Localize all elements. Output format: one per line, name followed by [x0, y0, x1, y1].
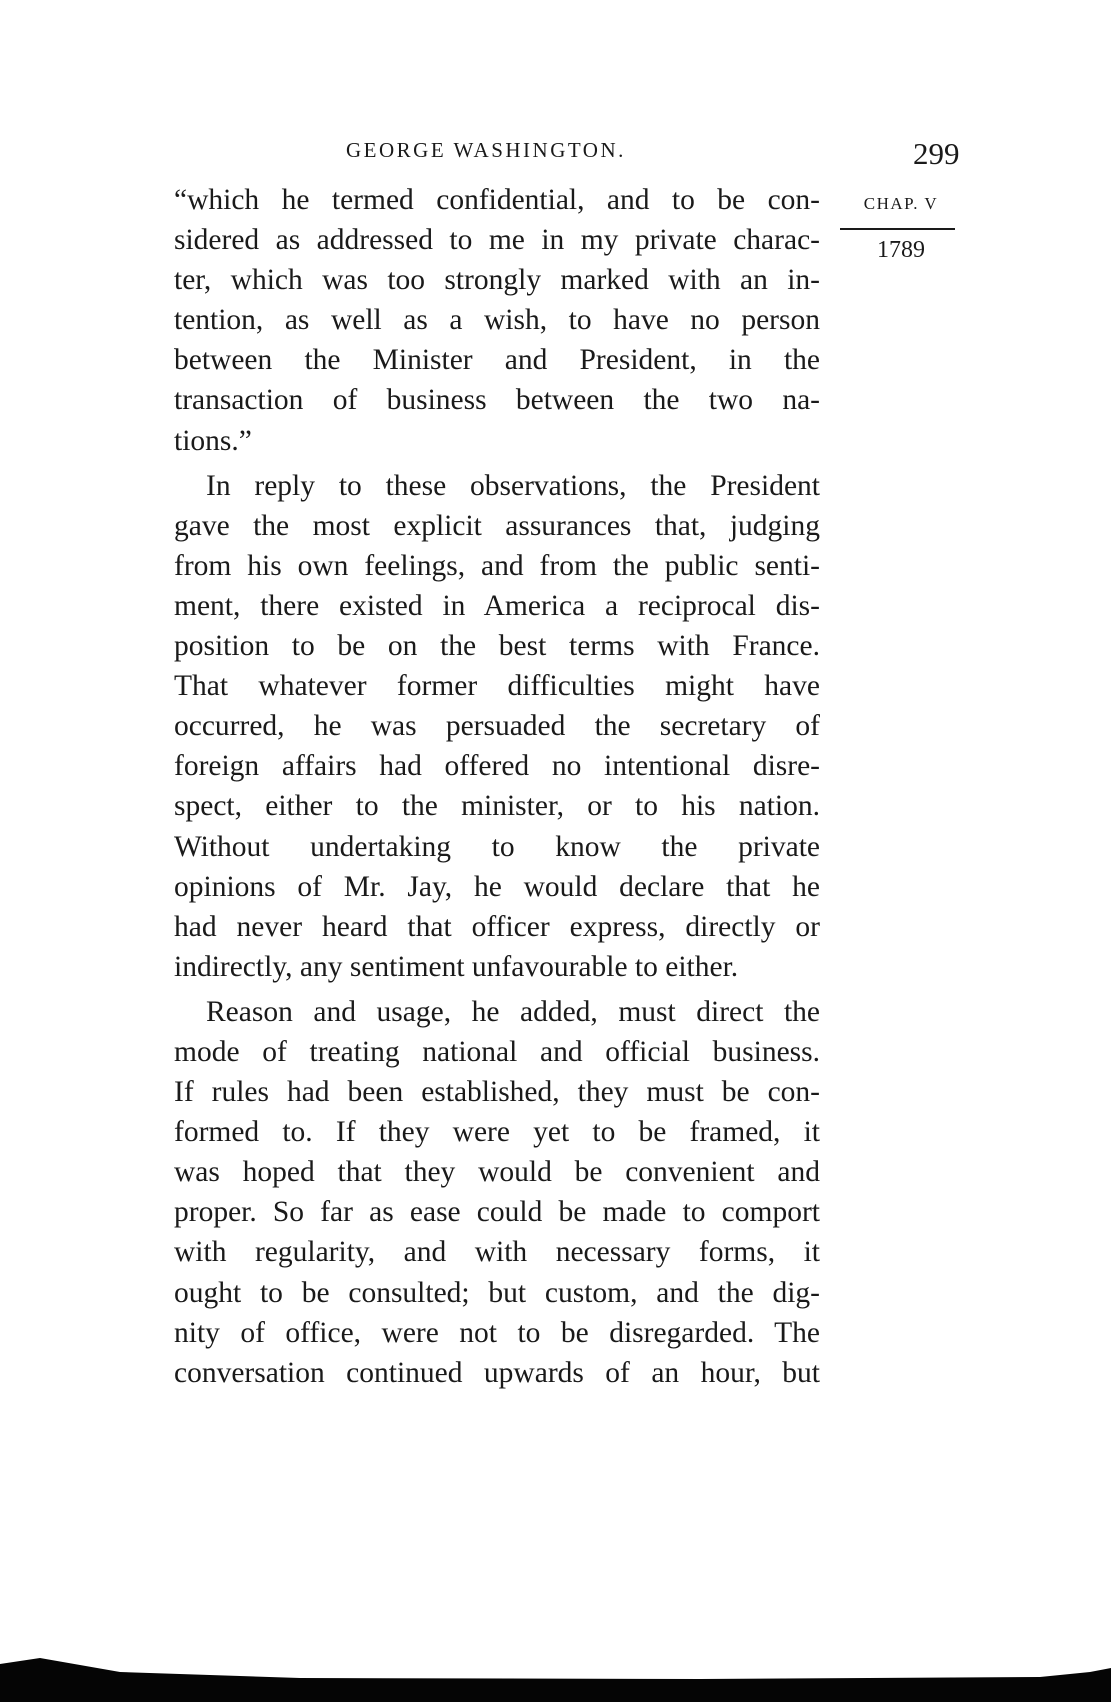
scan-edge-shadow — [0, 1646, 1111, 1702]
text-line: with regularity, and with necessary forms, it — [174, 1236, 820, 1269]
text-line: tions.” — [174, 424, 252, 457]
text-line: opinions of Mr. Jay, he would declare that he — [174, 870, 820, 903]
text-line: gave the most explicit assurances that, judging — [174, 509, 820, 542]
body-text — [174, 180, 820, 1393]
text-line: between the Minister and President, in the — [174, 344, 820, 377]
running-head: GEORGE WASHINGTON. — [346, 138, 626, 162]
page-number: 299 — [913, 136, 960, 171]
text-line: was hoped that they would be convenient and — [174, 1156, 820, 1189]
text-line: spect, either to the minister, or to his nation. — [174, 790, 820, 823]
text-line: foreign affairs had offered no intentional disre- — [174, 750, 820, 783]
text-line: had never heard that officer express, directly or — [174, 910, 820, 943]
text-line: If rules had been established, they must be con- — [174, 1076, 820, 1109]
text-line: In reply to these observations, the President — [206, 469, 820, 502]
margin-year: 1789 — [877, 237, 925, 263]
text-line: from his own feelings, and from the public senti- — [174, 549, 820, 582]
text-line: ter, which was too strongly marked with an in- — [174, 264, 820, 297]
text-line: Without undertaking to know the private — [174, 830, 820, 863]
text-line: sidered as addressed to me in my private charac- — [174, 224, 820, 257]
text-line: “which he termed confidential, and to be con- — [174, 184, 820, 216]
text-line: position to be on the best terms with France. — [174, 630, 820, 663]
text-line: mode of treating national and official business. — [174, 1035, 820, 1068]
margin-rule — [840, 228, 955, 230]
text-line: ought to be consulted; but custom, and the dig- — [174, 1276, 820, 1309]
text-line: ment, there existed in America a reciprocal dis- — [174, 589, 820, 622]
text-line: transaction of business between the two na- — [174, 384, 820, 417]
text-line: nity of office, were not to be disregarded. The — [174, 1316, 820, 1349]
paragraph-3 — [174, 992, 820, 1393]
text-line: proper. So far as ease could be made to comport — [174, 1196, 820, 1229]
text-line: Reason and usage, he added, must direct the — [206, 995, 820, 1028]
margin-chapter-label: CHAP. V — [863, 194, 939, 213]
text-line: indirectly, any sentiment unfavourable to either. — [174, 950, 739, 983]
text-line: formed to. If they were yet to be framed, it — [174, 1116, 820, 1149]
text-line: tention, as well as a wish, to have no person — [174, 304, 820, 337]
paragraph-1 — [174, 180, 820, 461]
paragraph-2 — [174, 466, 820, 987]
text-line: conversation continued upwards of an hour, but — [174, 1356, 820, 1389]
text-line: occurred, he was persuaded the secretary of — [174, 710, 820, 743]
text-line: That whatever former difficulties might have — [174, 670, 820, 703]
